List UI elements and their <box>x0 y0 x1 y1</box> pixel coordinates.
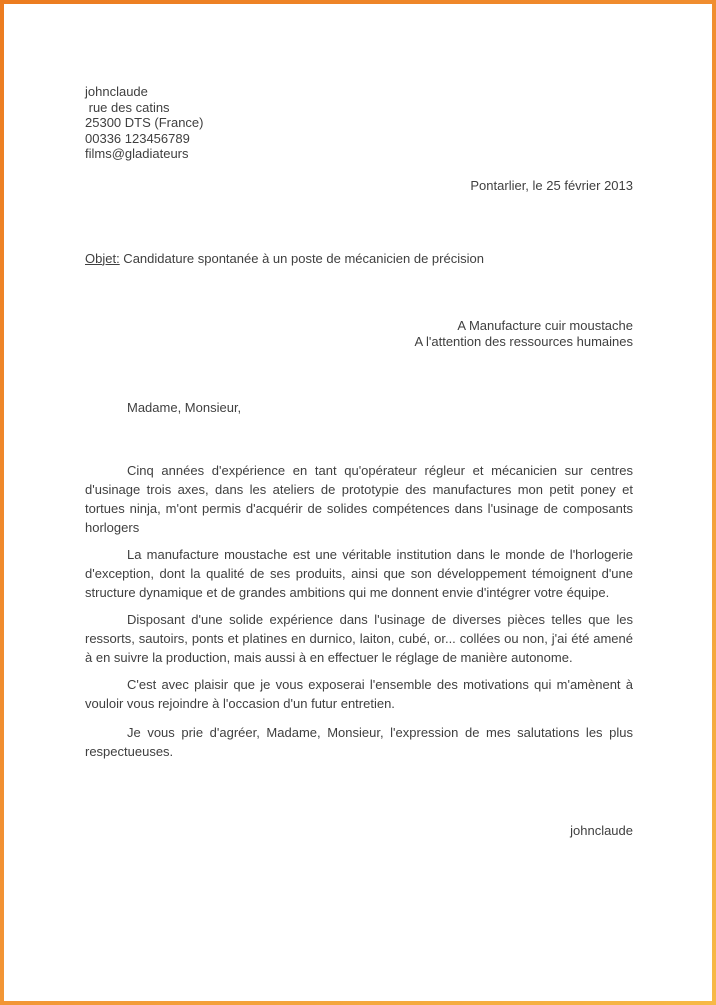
sender-phone: 00336 123456789 <box>85 130 190 146</box>
salutation: Madame, Monsieur, <box>127 399 242 415</box>
recipient-block <box>85 318 633 351</box>
paragraph-closing: Je vous prie d'agréer, Madame, Monsieur, l'expression de mes salutations les plus respectueuses. <box>85 724 633 759</box>
recipient-attention: A l'attention des ressources humaines <box>414 334 633 349</box>
subject-text: Candidature spontanée à un poste de mécanicien de précision <box>119 250 484 266</box>
signature: johnclaude <box>570 822 633 838</box>
paragraph-experience: Cinq années d'expérience en tant qu'opérateur régleur et mécanicien sur centres d'usinage trois axes, dans les ateliers de prototypie des manufactures mon petit poney et tortues ninja, m'ont permis d'acquérir de solides compétences dans l'usinage de composants horlogers <box>85 462 633 535</box>
recipient-company: A Manufacture cuir moustache <box>457 317 633 333</box>
subject-label: Objet: <box>85 250 120 266</box>
letter-body <box>85 461 633 761</box>
sender-name: johnclaude <box>85 84 148 99</box>
date-line: Pontarlier, le 25 février 2013 <box>470 177 633 193</box>
subject-line <box>85 251 633 267</box>
paragraph-motivation: C'est avec plaisir que je vous exposerai l'ensemble des motivations qui m'amènent à vouloir vous rejoindre à l'occasion d'un futur entretien. <box>85 676 633 711</box>
sender-street: rue des catins <box>85 99 170 115</box>
sender-city: 25300 DTS (France) <box>85 115 204 130</box>
sender-block <box>85 84 633 162</box>
paragraph-skills: Disposant d'une solide expérience dans l'usinage de diverses pièces telles que les ressorts, sautoirs, ponts et platines en durnico, laiton, cubé, or... collées ou non, j'ai été amené à en suivre la production, mais aussi à en effectuer le réglage de manière autonome. <box>85 611 633 665</box>
letter-content <box>4 4 712 839</box>
paragraph-company: La manufacture moustache est une véritable institution dans le monde de l'horlogerie d'exception, dont la qualité de ses produits, ainsi que son développement témoignent d'une structure dynamique et de grandes ambitions qui me donnent envie d'intégrer votre équipe. <box>85 546 633 600</box>
sender-email: films@gladiateurs <box>85 146 189 161</box>
